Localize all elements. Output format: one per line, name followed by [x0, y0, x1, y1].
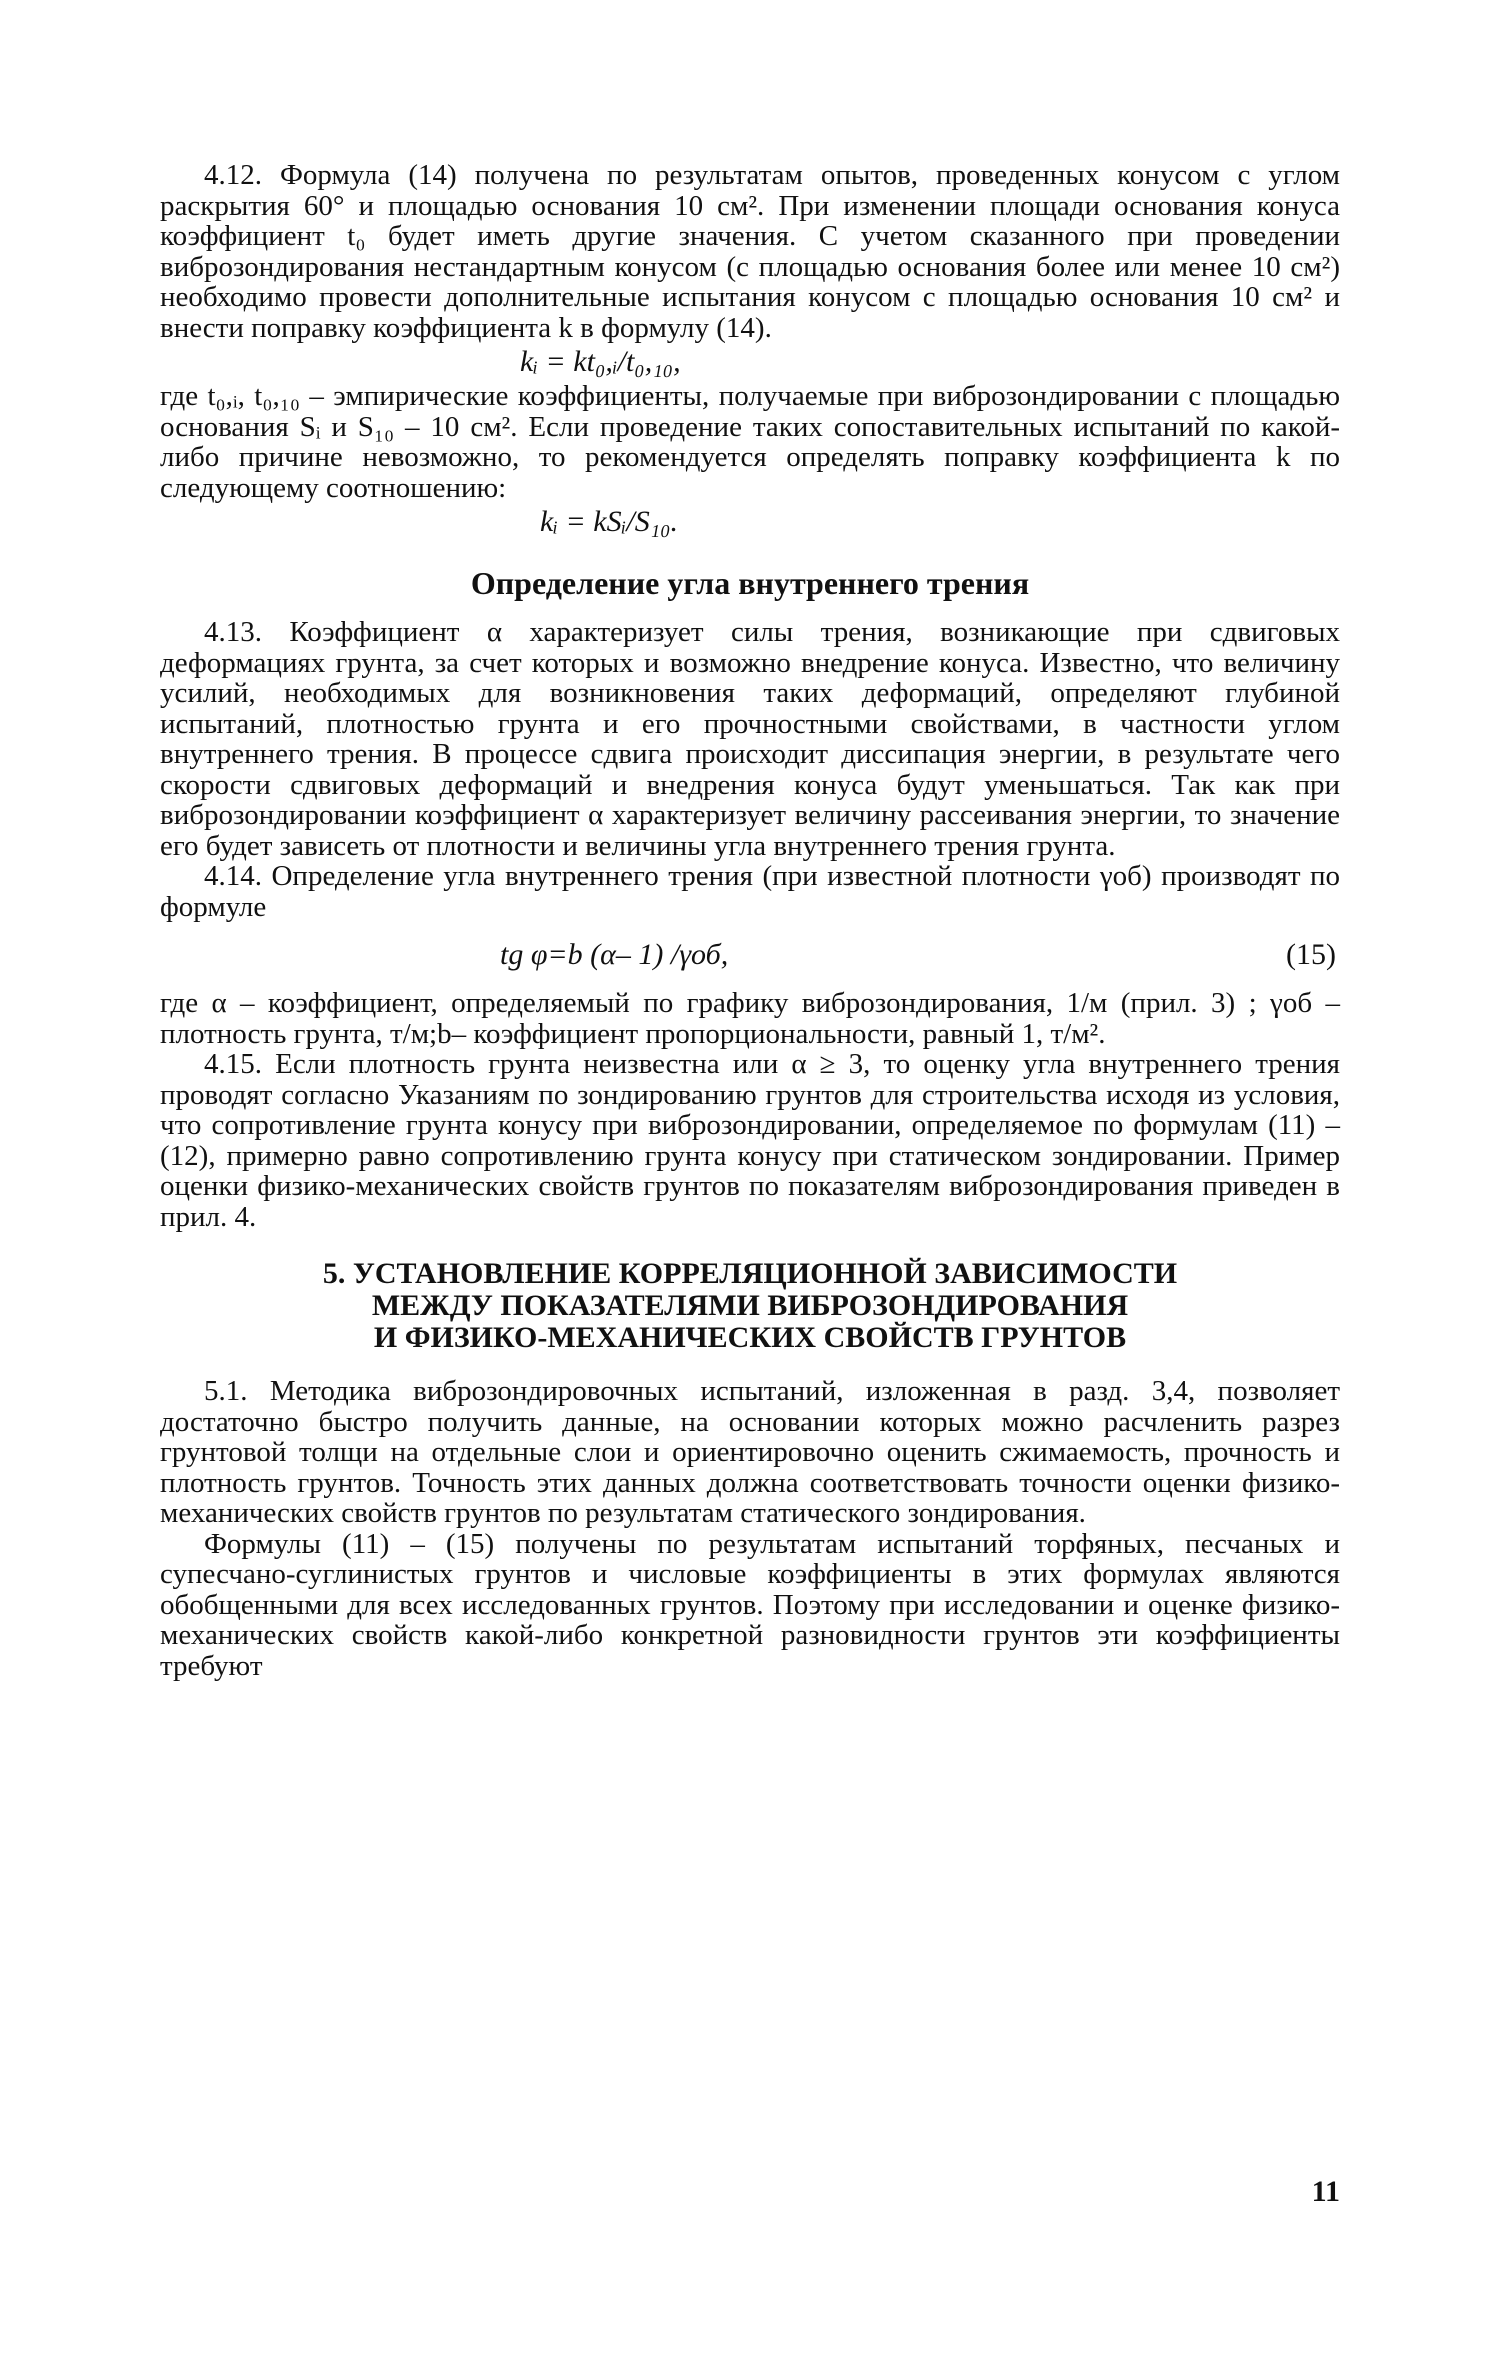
paragraph-4-14-continued: где α – коэффициент, определяемый по графику виброзондирования, 1/м (прил. 3) ; γоб – плотность грунта, т/м;b– коэффициент пропорциональности, равный 1, т/м². [160, 987, 1340, 1050]
section-heading-5-line-3: И ФИЗИКО-МЕХАНИЧЕСКИХ СВОЙСТВ ГРУНТОВ [373, 1321, 1127, 1354]
paragraph-4-14: 4.14. Определение угла внутреннего трения (при известной плотности γоб) производят по формуле [160, 860, 1340, 923]
paragraph-4-13: 4.13. Коэффициент α характеризует силы трения, возникающие при сдвиговых деформациях грунта, за счет которых и возможно внедрение конуса. Известно, что величину усилий, необходимых для возникновения таких деформаций, определяют глубиной испытаний, плотностью грунта и его прочностными свойствами, в частности углом внутреннего трения. В процессе сдвига происходит диссипация энергии, в результате чего скорости сдвиговых деформаций и внедрения конуса будут уменьшаться. Так как при виброзондировании коэффициент α характеризует величину рассеивания энергии, то значение его будет зависеть от плотности и величины угла внутреннего трения грунта. [160, 616, 1340, 862]
paragraph-4-12: 4.12. Формула (14) получена по результатам опытов, проведенных конусом с углом раскрытия 60° и площадью основания 10 см². При изменении площади основания конуса коэффициент t₀ будет иметь другие значения. С учетом сказанного при проведении виброзондирования нестандартным конусом (с площадью основания более или менее 10 см²) необходимо провести дополнительные испытания конусом с площадью основания 10 см² и внести поправку коэффициента k в формулу (14). [160, 159, 1340, 344]
section-heading-5-line-1: 5. УСТАНОВЛЕНИЕ КОРРЕЛЯЦИОННОЙ ЗАВИСИМОСТИ [322, 1257, 1178, 1290]
paragraph-5-1-continued: Формулы (11) – (15) получены по результатам испытаний торфяных, песчаных и супесчано-суглинистых грунтов и числовые коэффициенты в этих формулах являются обобщенными для всех исследованных грунтов. Поэтому при исследовании и оценке физико-механических свойств какой-либо конкретной разновидности грунтов эти коэффициенты требуют [160, 1527, 1340, 1682]
paragraph-4-12-continued: где t₀,ᵢ, t₀,₁₀ – эмпирические коэффициенты, получаемые при виброзондировании с площадью основания Sᵢ и S₁₀ – 10 см². Если проведение таких сопоставительных испытаний по какой-либо причине невозможно, то рекомендуется определять поправку коэффициента k по следующему соотношению: [160, 380, 1340, 504]
paragraph-4-15: 4.15. Если плотность грунта неизвестна или α ≥ 3, то оценку угла внутреннего трения проводят согласно Указаниям по зондированию грунтов для строительства исходя из условия, что сопротивление грунта конусу при виброзондировании, определяемое по формулам (11) – (12), примерно равно сопротивлению грунта конусу при статическом зондировании. Пример оценки физико-механических свойств грунтов по показателям виброзондирования приведен в прил. 4. [160, 1048, 1340, 1233]
formula-15-expr: tg φ=b (α– 1) /γоб, [500, 938, 729, 971]
section-heading-5-line-2: МЕЖДУ ПОКАЗАТЕЛЯМИ ВИБРОЗОНДИРОВАНИЯ [371, 1289, 1129, 1322]
formula-ki-area [160, 503, 1340, 541]
formula-15-number: (15) [1286, 938, 1336, 971]
section-heading-5 [160, 1258, 1340, 1354]
formula-15 [160, 936, 1340, 974]
paragraph-5-1: 5.1. Методика виброзондировочных испытаний, изложенная в разд. 3,4, позволяет достаточно быстро получить данные, на основании которых можно расчленить разрез грунтовой толщи на отдельные слои и ориентировочно оценить сжимаемость, прочность и плотность грунтов. Точность этих данных должна соответствовать точности оценки физико-механических свойств грунтов по результатам статического зондирования. [160, 1375, 1340, 1529]
formula-ki-area-expr: kᵢ = kSᵢ/S₁₀. [540, 505, 679, 538]
subsection-heading-friction: Определение угла внутреннего трения [470, 565, 1030, 601]
formula-ki-ratio [160, 343, 1340, 381]
page-number: 11 [1311, 2175, 1340, 2208]
document-page [160, 160, 1340, 2260]
formula-ki-ratio-expr: kᵢ = kt₀,ᵢ/t₀,₁₀, [520, 345, 681, 378]
